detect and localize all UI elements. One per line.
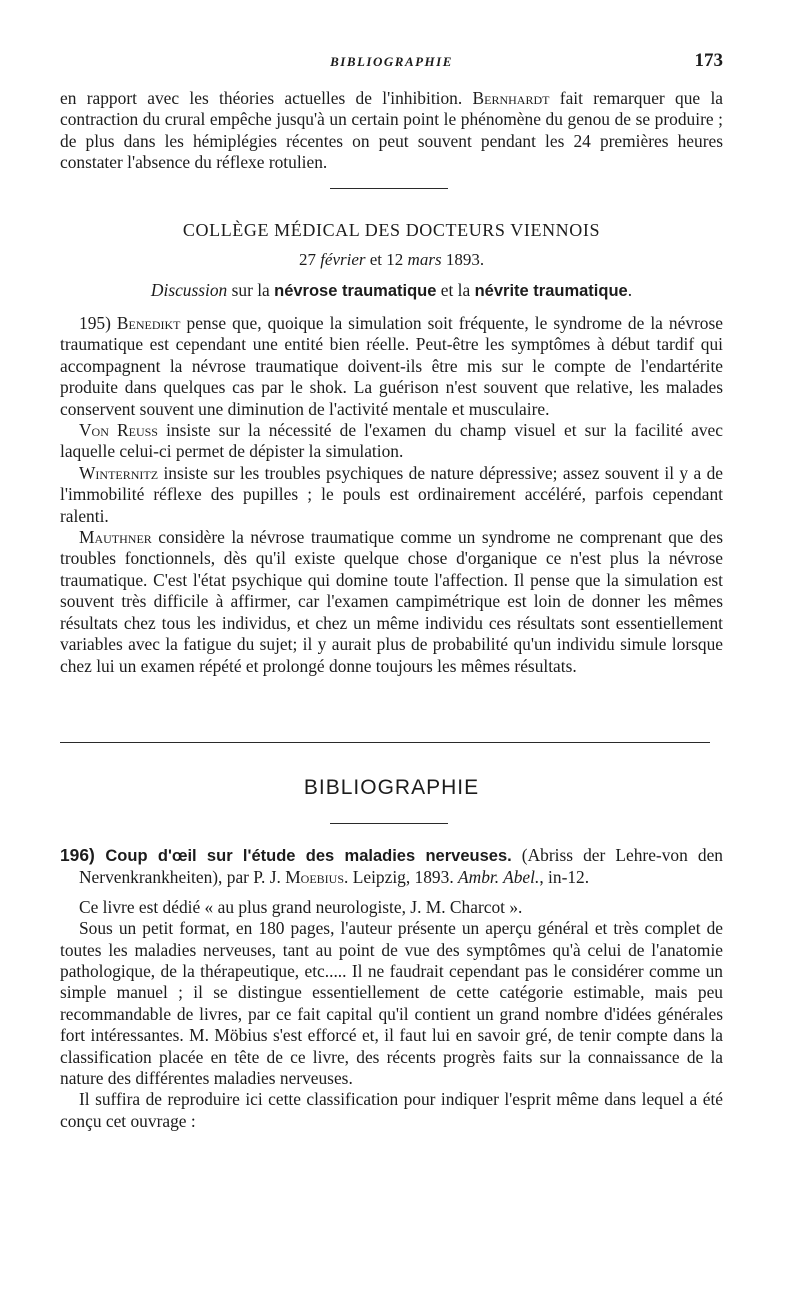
entry-author: Moebius (285, 867, 345, 888)
date-month-2: mars (407, 250, 442, 269)
topic-sur: sur la (227, 280, 275, 300)
topic-end: . (627, 280, 633, 300)
topic-nevrite: névrite traumatique (474, 282, 628, 300)
date-year: 1893. (441, 250, 485, 269)
running-title: BIBLIOGRAPHIE (330, 54, 453, 69)
entry-format: , in-12. (539, 867, 590, 888)
page-number: 173 (694, 50, 723, 71)
entry-place-year: . Leipzig, 1893. (344, 867, 459, 888)
bibliography-heading-block (60, 776, 723, 800)
topic-nevrose: névrose traumatique (274, 282, 437, 300)
entry-title: Coup d'œil sur l'étude des maladies nerveuses. (105, 847, 512, 865)
speaker-text: pense que, quoique la simulation soit fréquente, le syndrome de la névrose traumatique est cependant une entité bien réelle. Peut-être les symptômes à début tardif qui accompagnent la névrose traumatique doivent-ils être mis sur le compte de l'endartérite produite dans quelques cas par le shok. La guérison n'est souvent que relative, les malades conservent souvent une diminution de l'activité mentale et musculaire. (60, 313, 723, 419)
heading-underline (330, 823, 448, 824)
speaker-name: Benedikt (116, 313, 181, 333)
speaker-name: Mauthner (79, 527, 152, 548)
entry-prefix: 195) (79, 313, 117, 333)
section-divider-long (60, 742, 710, 743)
bibliography-heading: BIBLIOGRAPHIE (303, 776, 480, 799)
discussion-topic (60, 278, 723, 303)
college-title: COLLÈGE MÉDICAL DES DOCTEURS VIENNOIS (182, 220, 601, 240)
discussion-body (60, 313, 723, 677)
intro-text-end: fait remarquer que la contraction du crural empêche jusqu'à un certain point le phénomène du genou de se produire ; de plus dans les hémiplégies récentes on peut souvent pendant les 24 premières heures constater l'absence du réflexe rotulien. (60, 88, 723, 173)
entry-publisher: Ambr. Abel. (458, 867, 540, 888)
review-paragraph: Sous un petit format, en 180 pages, l'auteur présente un aperçu général et très complet de toutes les maladies nerveuses, tant au point de vue des symptômes qu'à celui de l'anatomie pathologique, de la thérapeutique, etc..... Il ne faudrait cependant pas le considérer comme un simple manuel ; il se distingue essentiellement de cette catégorie estimable, mais peu recommandable de livres, par ce fait capital qu'il contient un grand nombre d'idées générales fort intéressantes. M. Möbius s'est efforcé et, il faut lui en savoir gré, de tenir compte dans la classification placée en tête de ce livre, des récents progrès faits sur la connaissance de la nature des différentes maladies nerveuses. (60, 918, 723, 1089)
date-day-1: 27 (298, 250, 321, 269)
speaker-name: Winternitz (79, 462, 159, 483)
entry-citation (60, 845, 723, 889)
bibliography-entry (60, 845, 723, 1132)
session-date (60, 248, 723, 272)
running-header (60, 50, 723, 74)
speaker-text: insiste sur les troubles psychiques de nature dépressive; assez souvent il y a de l'immobilité réflexe des pupilles ; le pouls est ordinairement accéléré, parfois cependant ralenti. (60, 462, 723, 526)
discussion-paragraph (60, 527, 723, 677)
date-day-2: et 12 (365, 250, 408, 269)
speaker-name: Von Reuss (79, 420, 158, 441)
entry-citation-text: (Abriss der Lehre-von den Nervenkrankheiten), par P. J. (79, 845, 723, 888)
date-month-1: février (320, 250, 366, 269)
entry-number: 196) (60, 845, 106, 865)
review-paragraph: Il suffira de reproduire ici cette classification pour indiquer l'esprit même dans lequel a été conçu cet ouvrage : (60, 1089, 723, 1131)
review-paragraph: Ce livre est dédié « au plus grand neurologiste, J. M. Charcot ». (79, 896, 523, 917)
topic-discussion-label: Discussion (150, 280, 228, 300)
discussion-paragraph (60, 313, 723, 420)
topic-et: et la (436, 280, 475, 300)
discussion-paragraph (60, 463, 723, 527)
section-divider-short (330, 188, 448, 189)
college-section-header (60, 218, 723, 303)
intro-paragraph (60, 88, 723, 174)
intro-text-start: en rapport avec les théories actuelles de l'inhibition. (60, 88, 473, 108)
speaker-text: insiste sur la nécessité de l'examen du champ visuel et sur la facilité avec laquelle celui-ci permet de dépister la simulation. (60, 420, 723, 462)
speaker-text: considère la névrose traumatique comme un syndrome ne comprenant que des troubles fonctionnels, dès qu'il existe quelque chose d'organique ce n'est plus la névrose traumatique. C'est l'état psychique qui domine toute l'affection. Il pense que la simulation est souvent très difficile à affirmer, car l'examen campimétrique est loin de donner les mêmes résultats chez tous les individus, et chez un même individu ces résultats sont essentiellement variables avec la fatigue du sujet; il y aurait plus de probabilité qu'un individu simule lorsque chez lui un examen répété et prolongé donne toujours les mêmes résultats. (60, 527, 723, 676)
author-bernhardt: Bernhardt (472, 88, 550, 108)
discussion-paragraph (60, 420, 723, 463)
